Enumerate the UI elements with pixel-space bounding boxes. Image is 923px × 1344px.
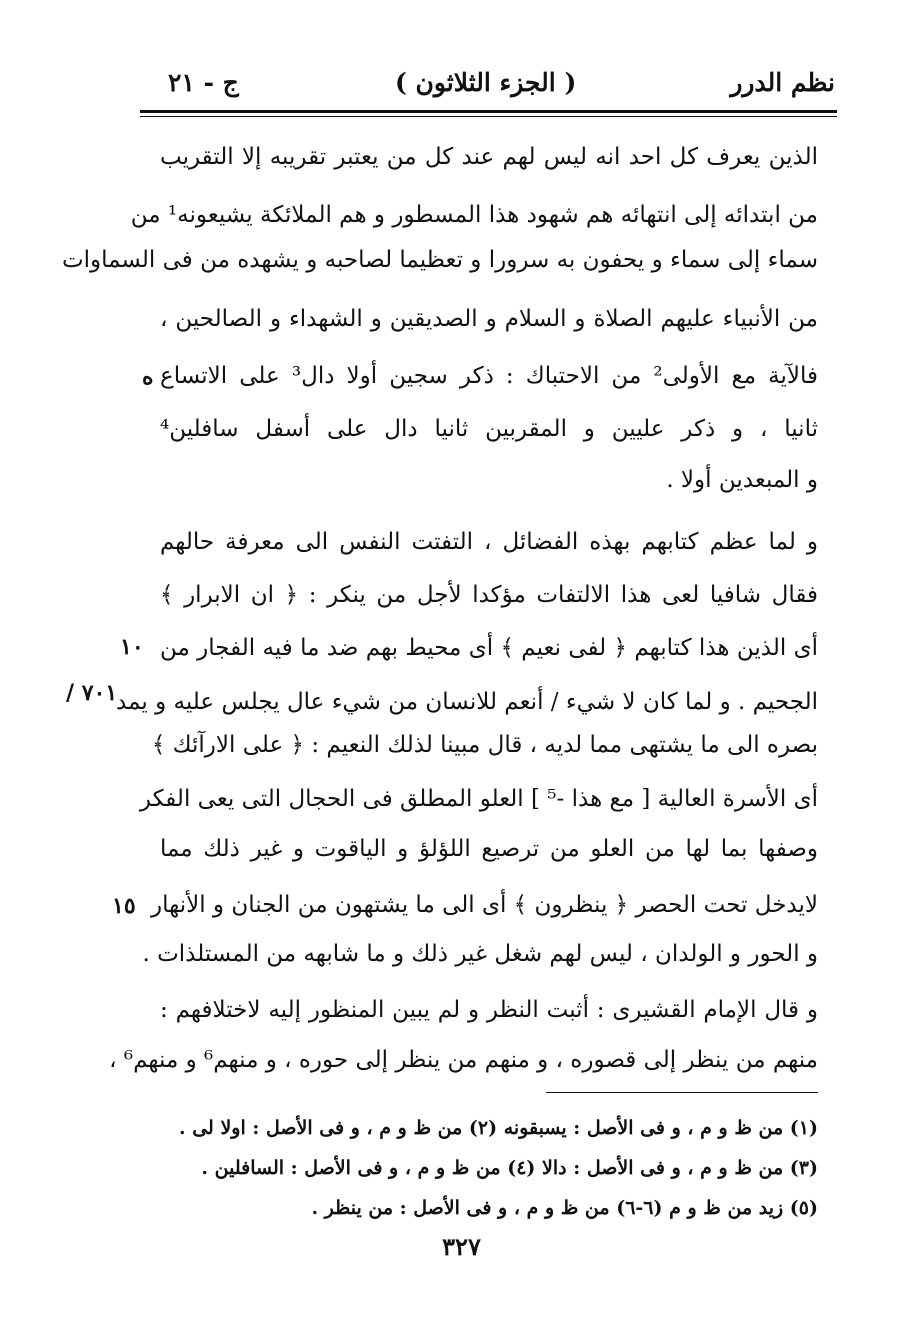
text-line: و قال الإمام القشيرى : أثبت النظر و لم يبين المنظور إليه لاختلافهم : <box>160 997 818 1023</box>
text-line: منهم من ينظر إلى قصوره ، و منهم من ينظر إلى حوره ، و منهم⁶ و منهم⁶ ، <box>109 1047 818 1073</box>
text-line: ثانيا ، و ذكر عليين و المقربين ثانيا دال على أسفل سافلين⁴ <box>160 416 818 442</box>
text-line: أى الذين هذا كتابهم ﴿ لفى نعيم ﴾ أى محيط بهم ضد ما فيه الفجار من <box>160 635 818 661</box>
text-line: فالآية مع الأولى² من الاحتباك : ذكر سجين أولا دال³ على الاتساع <box>160 363 819 389</box>
page-header <box>0 62 923 106</box>
text-line: سماء إلى سماء و يحفون به سرورا و تعظيما لصاحبه و يشهده من فى السماوات <box>61 247 818 273</box>
margin-line-number: ١٥ <box>112 893 136 919</box>
footnote-line: (١) من ظ و م ، و فى الأصل : يسبقونه (٢) من ظ و م ، و فى الأصل : اولا لى . <box>178 1117 818 1139</box>
margin-folio-mark: / ٧٠١ <box>66 680 118 706</box>
text-line: لايدخل تحت الحصر ﴿ ينظرون ﴾ أى الى ما يشتهون من الجنان و الأنهار <box>151 892 818 918</box>
margin-line-number: ١٠ <box>120 634 144 660</box>
text-line: أى الأسرة العالية [ مع هذا -⁵ ] العلو المطلق فى الحجال التى يعى الفكر <box>139 786 818 812</box>
text-line: الذين يعرف كل احد انه ليس لهم عند كل من يعتبر تقريبه إلا التقريب <box>160 144 818 170</box>
footnote-line: (٣) من ظ و م ، و فى الأصل : دالا (٤) من ظ و م ، و فى الأصل : السافلين . <box>201 1157 818 1179</box>
text-line: و لما عظم كتابهم بهذه الفضائل ، التفتت النفس الى معرفة حالهم <box>160 529 818 555</box>
text-line: الجحيم . و لما كان لا شيء / أنعم للانسان من شيء عال يجلس عليه و يمد <box>116 689 818 715</box>
text-line: وصفها بما لها من العلو من ترصيع اللؤلؤ و الياقوت و غير ذلك مما <box>160 836 818 862</box>
header-part-title: ( الجزء الثلاثون ) <box>395 68 577 97</box>
text-line: من ابتدائه إلى انتهائه هم شهود هذا المسطور و هم الملائكة يشيعونه¹ من <box>130 202 818 228</box>
header-volume: ج - ٢١ <box>168 68 239 97</box>
text-line: من الأنبياء عليهم الصلاة و السلام و الصديقين و الشهداء و الصالحين ، <box>160 306 818 332</box>
footnote-rule <box>546 1092 818 1093</box>
text-line: و الحور و الولدان ، ليس لهم شغل غير ذلك و ما شابهه من المستلذات . <box>142 941 818 967</box>
text-line: و المبعدين أولا . <box>666 467 818 493</box>
header-rule-thick <box>140 110 837 113</box>
text-line: بصره الى ما يشتهى مما لديه ، قال مبينا لذلك النعيم : ﴿ على الارآئك ﴾ <box>151 732 818 758</box>
margin-line-number: ه <box>142 364 154 390</box>
footnote-line: (٥) زيد من ظ و م (٦-٦) من ظ و م ، و فى الأصل : من ينظر . <box>311 1197 818 1219</box>
header-rule-thin <box>140 116 837 117</box>
page-number: ٣٢٧ <box>442 1232 481 1261</box>
header-book-title: نظم الدرر <box>730 68 835 97</box>
text-line: فقال شافيا لعى هذا الالتفات مؤكدا لأجل من ينكر : ﴿ ان الابرار ﴾ <box>160 582 818 608</box>
